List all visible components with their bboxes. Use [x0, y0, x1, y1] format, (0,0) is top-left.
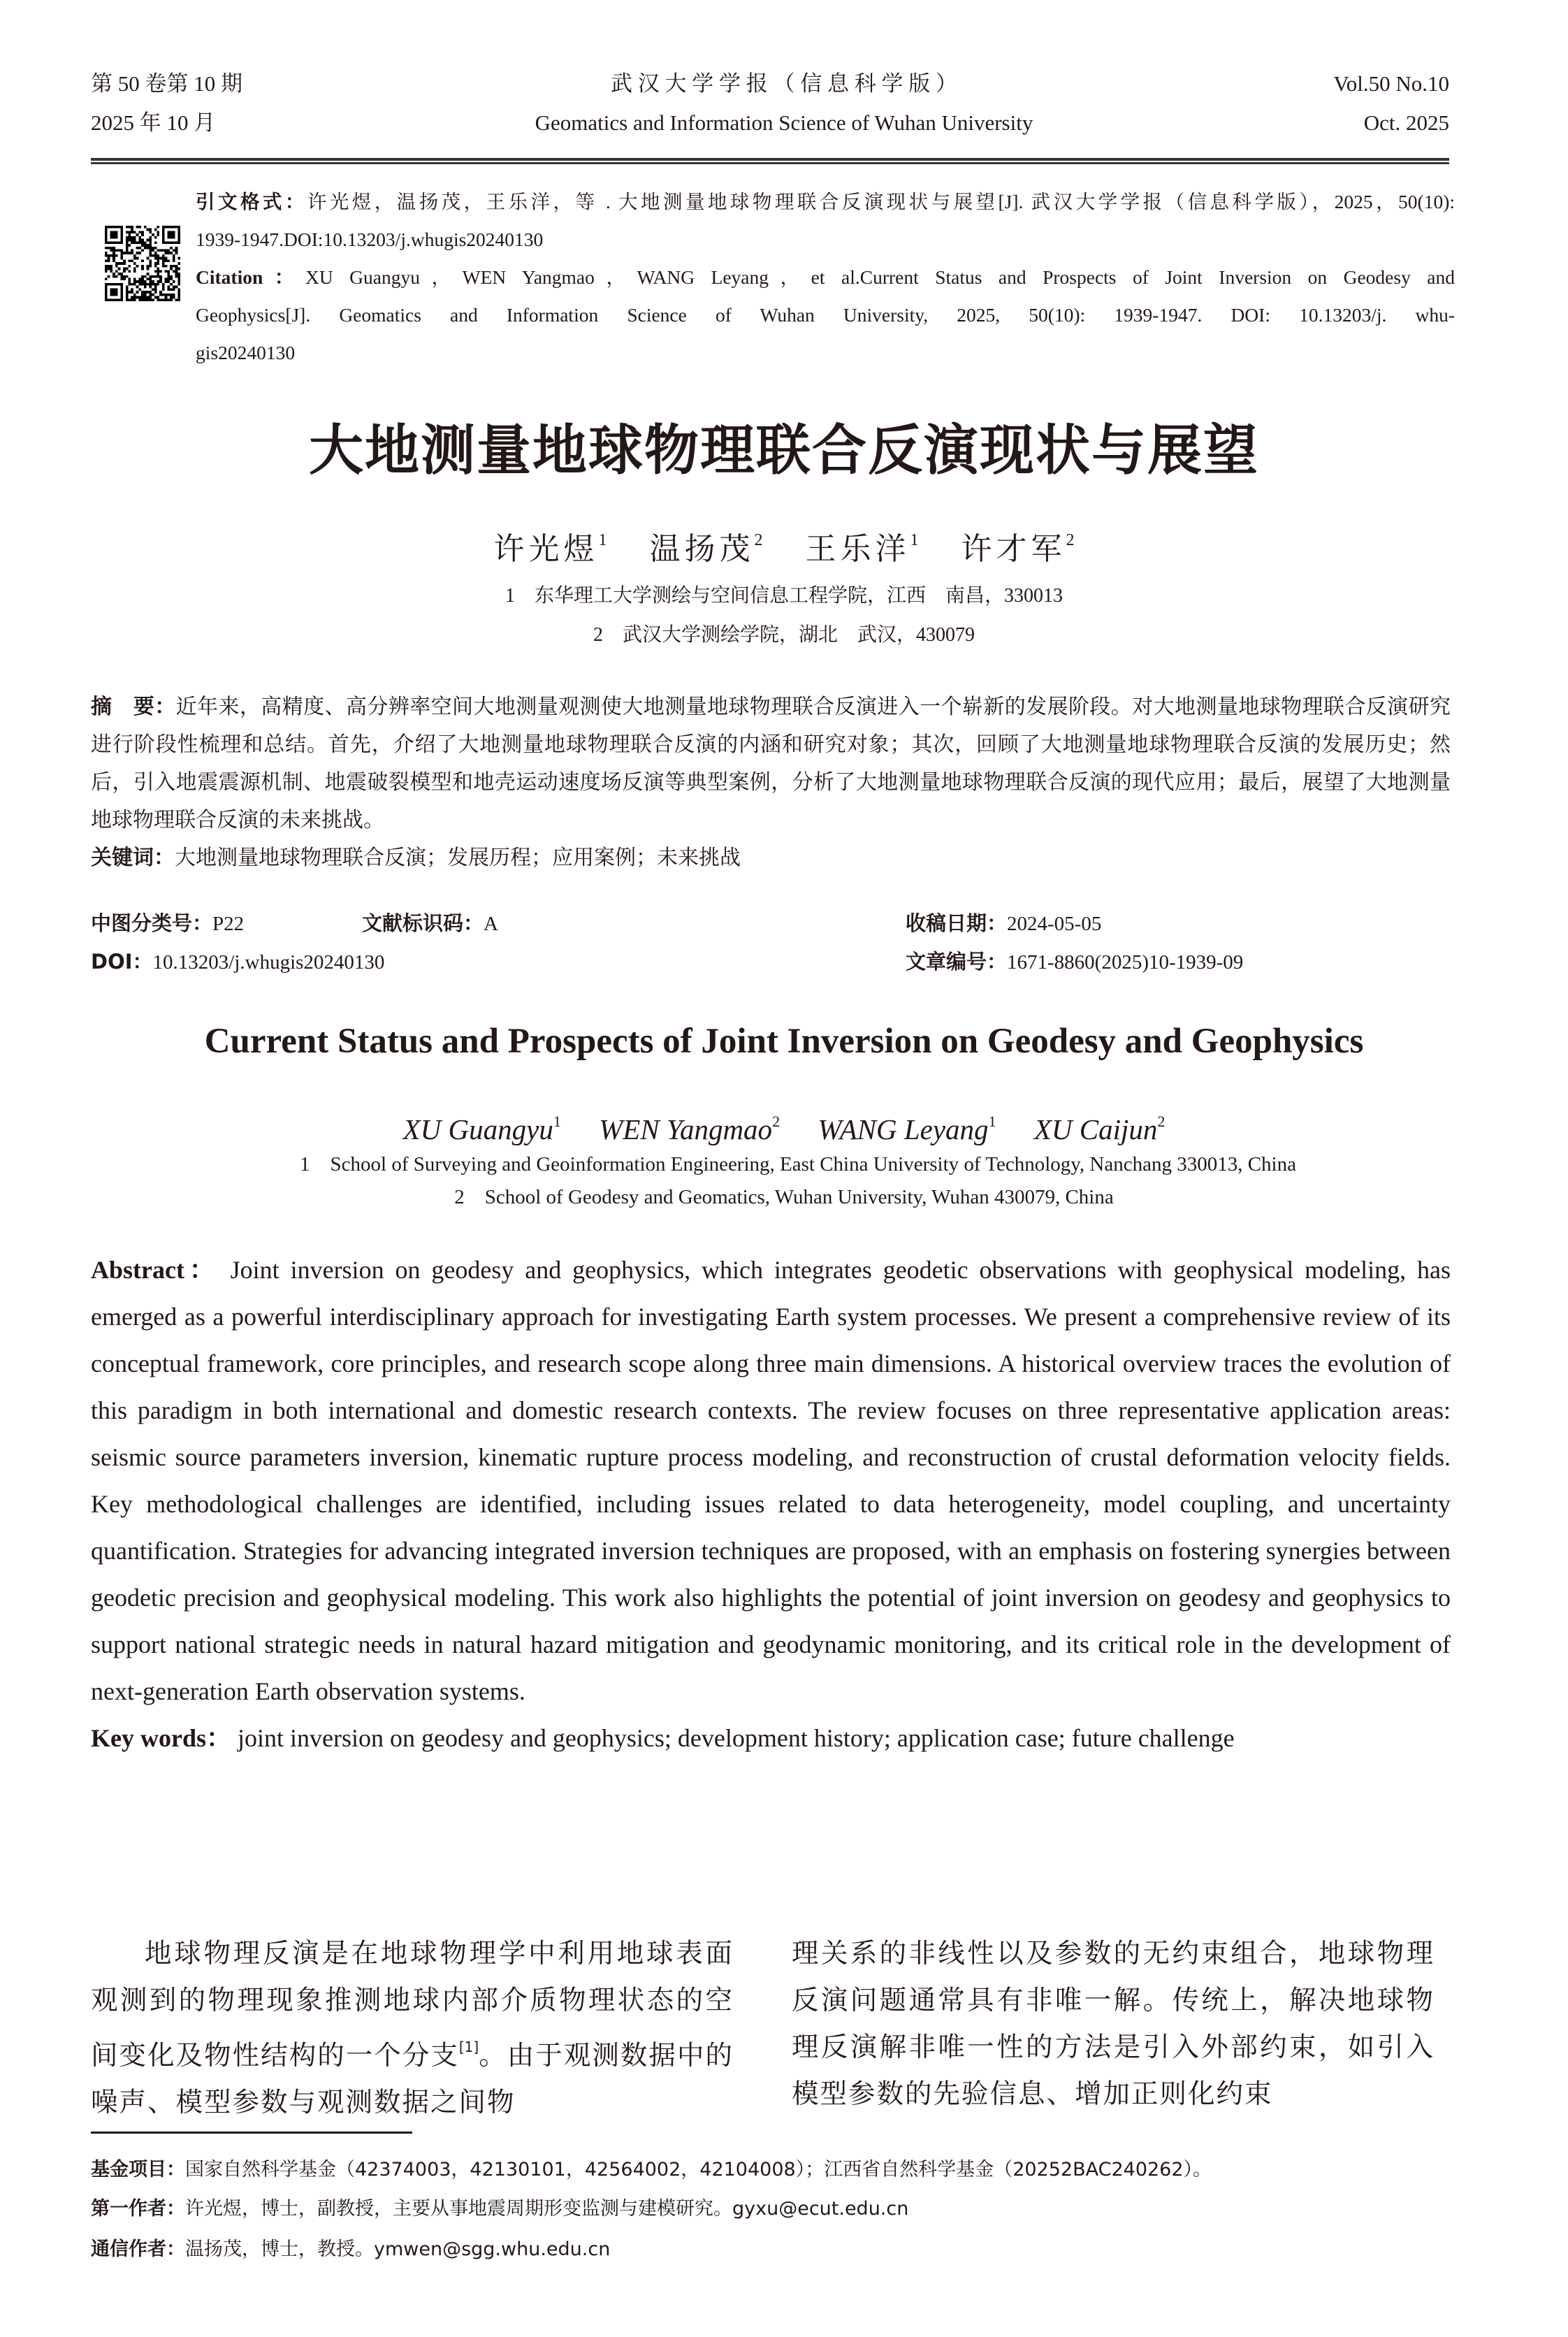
first-author-label: 第一作者： — [91, 2198, 185, 2220]
author-en — [599, 1113, 780, 1145]
author-en-aff: 2 — [1157, 1113, 1166, 1130]
citation-en-text: XU Guangyu，WEN Yangmao，WANG Leyang，et al.Current Status and Prospects of Joint Inversion on Geodesy and — [305, 266, 1455, 288]
author-cn-aff: 2 — [1066, 531, 1075, 549]
body-column-right — [792, 1930, 1435, 2118]
header-volume-issue: 第 50 卷第 10 期 — [91, 71, 242, 96]
received-value: 2024-05-05 — [1007, 913, 1102, 935]
author-en-aff: 2 — [772, 1113, 781, 1130]
abstract-cn-paragraph — [91, 688, 1451, 839]
author-cn-name: 温扬茂 — [649, 532, 755, 566]
citation-en-label: Citation： — [196, 266, 305, 288]
citation-cn-line1 — [196, 183, 1455, 221]
body-text: 。由于观测数据中的噪声、模型参数与观测数据之间物 — [91, 2040, 734, 2118]
author-en-name: XU Guangyu — [402, 1113, 553, 1145]
author-en-aff: 1 — [553, 1113, 561, 1130]
keywords-en — [91, 1715, 1451, 1762]
footnote-corresponding-author — [91, 2232, 1451, 2267]
doc-code-label: 文献标识码： — [362, 911, 484, 935]
corresponding-text[interactable]: 温扬茂，博士，教授。ymwen@sgg.whu.edu.cn — [185, 2238, 611, 2260]
article-number — [906, 944, 1243, 980]
doi-label: DOI： — [91, 950, 153, 974]
header-rule-double — [91, 162, 1449, 164]
body-paragraph — [91, 1930, 734, 2126]
clc-value: P22 — [212, 913, 245, 935]
body-paragraph: 理关系的非线性以及参数的无约束组合，地球物理反演问题通常具有非唯一解。传统上，解决地球物理反演解非唯一性的方法是引入外部约束，如引入模型参数的先验信息、增加正则化约束 — [792, 1938, 1435, 2110]
author-en-name: WEN Yangmao — [599, 1113, 773, 1145]
abstract-en-label: Abstract： — [91, 1256, 219, 1284]
citation-cn-text: 许光煜，温扬茂，王乐洋，等 . 大地测量地球物理联合反演现状与展望[J]. 武汉大学学报（信息科学版），2025，50(10): — [307, 191, 1455, 212]
affiliation-en-1: 1 School of Surveying and Geoinformation Engineering, East China University of Technology, Nanchang 330013, China — [300, 1153, 1296, 1175]
citation-en-line2[interactable]: Geophysics[J]. Geomatics and Information Science of Wuhan University, 2025, 50(10): 1939-1947. DOI: 10.13203/j. whu- — [196, 304, 1455, 326]
clc-label: 中图分类号： — [91, 911, 213, 935]
author-cn-name: 许光煜 — [493, 532, 599, 566]
citation-en-line1 — [196, 259, 1455, 296]
title-en: Current Status and Prospects of Joint Inversion on Geodesy and Geophysics — [204, 1022, 1364, 1061]
abstract-en — [91, 1247, 1451, 1762]
footnote-rule — [91, 2132, 412, 2134]
author-cn — [494, 532, 607, 566]
doi — [91, 944, 384, 980]
first-author-text[interactable]: 许光煜，博士，副教授，主要从事地震周期形变监测与建模研究。gyxu@ecut.edu.cn — [185, 2198, 909, 2220]
received-date — [906, 906, 1101, 941]
affiliation-cn-1: 1 东华理工大学测绘与空间信息工程学院，江西 南昌，330013 — [504, 585, 1063, 607]
author-cn-name: 王乐洋 — [805, 532, 910, 566]
keywords-cn-label: 关键词： — [91, 846, 175, 870]
header-date-cn: 2025 年 10 月 — [91, 110, 216, 135]
citation-cn-line2[interactable]: 1939-1947.DOI:10.13203/j.whugis20240130 — [196, 229, 544, 250]
citation-block — [196, 183, 1455, 372]
footnote-fund — [91, 2152, 1451, 2187]
author-cn — [806, 532, 919, 566]
header-date-en: Oct. 2025 — [1363, 110, 1449, 135]
header-volume — [1333, 64, 1449, 143]
body-text: 地球物理反演是在地球物理学中利用地球表面观测到的物理现象推测地球内部介质物理状态的空间变化及物性结构的一个分支 — [91, 1938, 734, 2071]
author-cn — [961, 532, 1075, 566]
clc-number — [91, 906, 244, 941]
author-en-aff: 1 — [988, 1113, 996, 1130]
author-cn — [650, 532, 763, 566]
header-journal-cn: 武 汉 大 学 学 报 （ 信 息 科 学 版 ） — [611, 71, 957, 96]
reference-link[interactable]: [1] — [458, 2039, 479, 2055]
qr-code-icon[interactable] — [105, 226, 180, 301]
received-label: 收稿日期： — [906, 911, 1008, 935]
citation-en-line3[interactable]: gis20240130 — [196, 342, 296, 363]
header-rule — [91, 158, 1449, 161]
corresponding-label: 通信作者： — [91, 2238, 185, 2260]
authors-en — [0, 1097, 1568, 1154]
citation-cn-label: 引文格式： — [196, 191, 307, 212]
keywords-en-text: joint inversion on geodesy and geophysics; development history; application case; future challenge — [238, 1724, 1235, 1752]
doi-link[interactable]: 10.13203/j.whugis20240130 — [152, 951, 385, 974]
header-journal-en: Geomatics and Information Science of Wuhan University — [535, 110, 1033, 135]
author-cn-name: 许才军 — [961, 532, 1066, 566]
affiliation-en-2: 2 School of Geodesy and Geomatics, Wuhan University, Wuhan 430079, China — [454, 1186, 1114, 1208]
author-en-name: WANG Leyang — [818, 1113, 989, 1145]
doc-code-value: A — [484, 913, 498, 935]
article-number-value: 1671-8860(2025)10-1939-09 — [1007, 951, 1244, 974]
keywords-cn-text: 大地测量地球物理联合反演；发展历程；应用案例；未来挑战 — [175, 846, 741, 870]
author-en — [403, 1113, 561, 1145]
author-cn-aff: 1 — [910, 531, 919, 549]
header-vol-no: Vol.50 No.10 — [1333, 71, 1449, 96]
abstract-cn — [91, 688, 1451, 877]
authors-cn — [0, 516, 1568, 574]
author-cn-aff: 1 — [598, 531, 607, 549]
title-cn: 大地测量地球物理联合反演现状与展望 — [308, 419, 1259, 482]
abstract-cn-text: 近年来，高精度、高分辨率空间大地测量观测使大地测量地球物理联合反演进入一个崭新的发展阶段。对大地测量地球物理联合反演研究进行阶段性梳理和总结。首先，介绍了大地测量地球物理联合反演的内涵和研究对象；其次，回顾了大地测量地球物理联合反演的发展历史；然后，引入地震震源机制、地震破裂模型和地壳运动速度场反演等典型案例，分析了大地测量地球物理联合反演的现代应用；最后，展望了大地测量地球物理联合反演的未来挑战。 — [91, 695, 1451, 832]
document-code — [362, 906, 498, 941]
abstract-cn-label: 摘 要： — [91, 695, 176, 719]
author-en — [1034, 1113, 1166, 1145]
keywords-en-label: Key words： — [91, 1724, 231, 1752]
footnote-first-author — [91, 2192, 1451, 2227]
abstract-en-paragraph — [91, 1247, 1451, 1715]
fund-text: 国家自然科学基金（42374003，42130101，42564002，42104008）；江西省自然科学基金（20252BAC240262）。 — [185, 2159, 1212, 2180]
author-cn-aff: 2 — [754, 531, 763, 549]
abstract-en-text: Joint inversion on geodesy and geophysics, which integrates geodetic observations with geophysical modeling, has emerged as a powerful interdisciplinary approach for investigating Earth system processes. We present a comprehensive review of its conceptual framework, core principles, and research scope along three main dimensions. A historical overview traces the evolution of this paradigm in both international and domestic research contexts. The review focuses on three representative application areas: seismic source parameters inversion, kinematic rupture process modeling, and reconstruction of crustal deformation velocity fields. Key methodological challenges are identified, including issues related to data heterogeneity, model coupling, and uncertainty quantification. Strategies for advancing integrated inversion techniques are proposed, with an emphasis on fostering synergies between geodetic precision and geophysical modeling. This work also highlights the potential of joint inversion on geodesy and geophysics to support national strategic needs in natural hazard mitigation and geodynamic monitoring, and its critical role in the development of next-generation Earth observation systems. — [91, 1256, 1451, 1705]
author-en-name: XU Caijun — [1033, 1113, 1158, 1145]
body-column-left — [91, 1930, 734, 2126]
author-en — [818, 1113, 996, 1145]
affiliation-cn-2: 2 武汉大学测绘学院，湖北 武汉，430079 — [593, 624, 975, 646]
article-number-label: 文章编号： — [906, 950, 1008, 974]
keywords-cn — [91, 839, 1451, 877]
fund-label: 基金项目： — [91, 2159, 185, 2180]
